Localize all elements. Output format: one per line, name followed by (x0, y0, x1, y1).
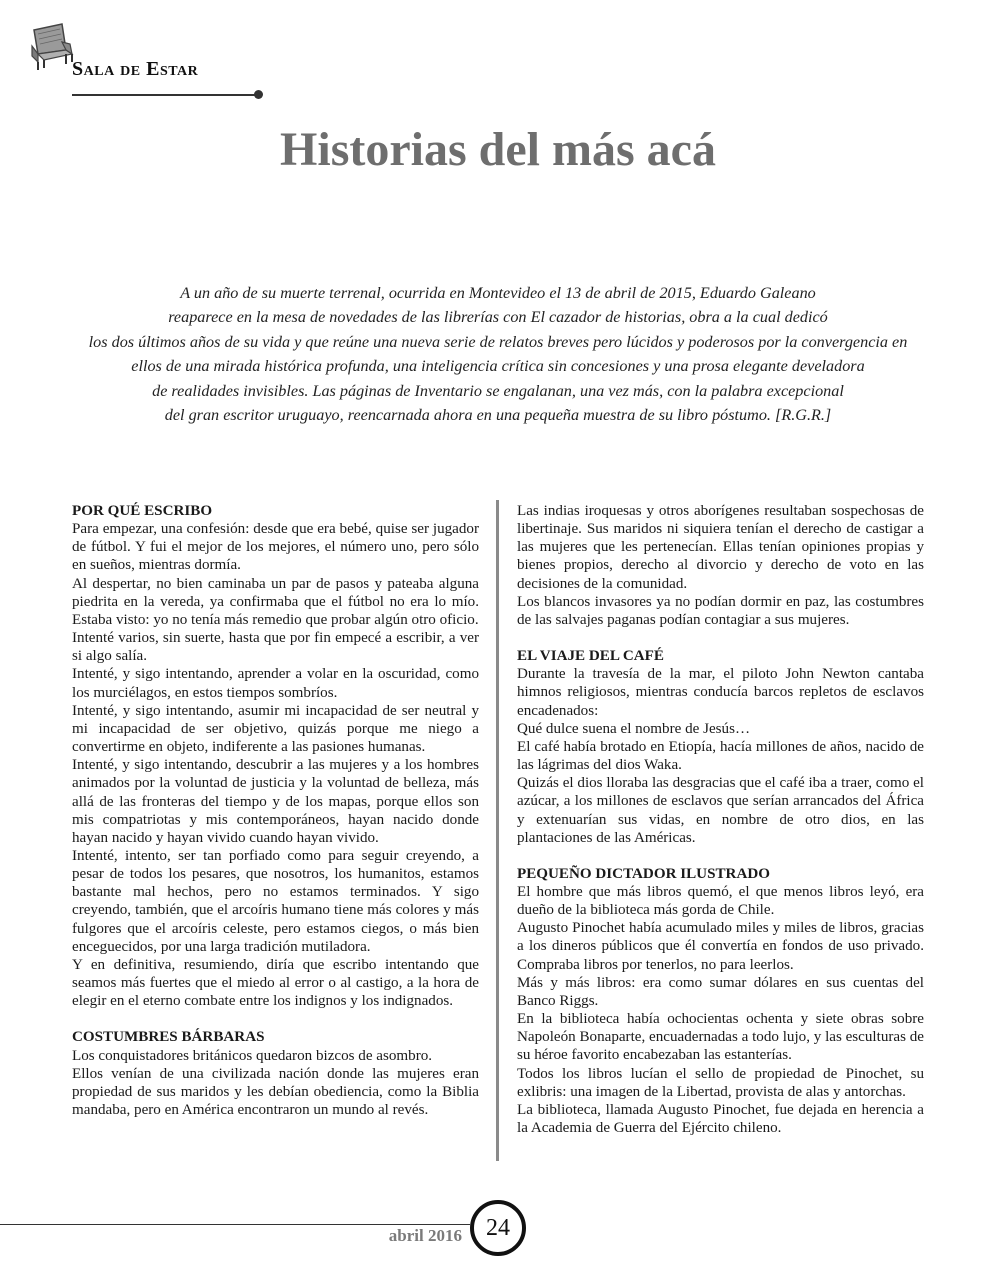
section-name: Sala de Estar (72, 58, 199, 80)
footer-date: abril 2016 (388, 1226, 462, 1245)
lead-line: del gran escritor uruguayo, reencarnada ahora en una pequeña muestra de su libro póstumo. [R.G.R.] (164, 406, 832, 425)
paragraph: Para empezar, una confesión: desde que era bebé, quise ser jugador de fútbol. Y fui el mejor de los mejores, el número uno, pero sólo en sueños, mientras dormía. (72, 521, 479, 574)
paragraph: Todos los libros lucían el sello de propiedad de Pinochet, su exlibris: una imagen de la Libertad, provista de alas y antorchas. (517, 1065, 924, 1100)
paragraph: Qué dulce suena el nombre de Jesús… (517, 720, 751, 737)
armchair-icon (24, 20, 76, 72)
left-column (72, 502, 479, 1119)
lead-line: reaparece en la mesa de novedades de las librerías con El cazador de historias, obra a la cual dedicó (168, 308, 828, 327)
paragraph: Intenté, y sigo intentando, aprender a volar en la oscuridad, como los murciélagos, en estos tiempos sombríos. (72, 666, 479, 701)
section-title-el-viaje-del-cafe: EL VIAJE DEL CAFÉ (517, 648, 664, 665)
paragraph: Intenté, y sigo intentando, descubrir a las mujeres y a los hombres animados por la voluntad de justicia y la voluntad de belleza, más allá de las fronteras del tiempo y de los mapas, porque ellos son mis compatriotas y mis contemporáneos, hayan nacido donde hayan nacido y hayan vivido cuando hayan vivido. (72, 757, 479, 846)
paragraph: Intenté, intento, ser tan porfiado como para seguir creyendo, a pesar de todos los pesares, que nosotros, los humanitos, estamos bastante mal hechos, pero no estamos terminados. Y sigo creyendo, también, que el arcoíris humano tiene más colores y más fulgores que el arcoíris celeste, pero estamos ciegos, o más bien enceguecidos, por una larga tradición mutiladora. (72, 847, 479, 955)
paragraph: Durante la travesía de la mar, el piloto John Newton cantaba himnos religiosos, mientras conducía barcos repletos de esclavos encadenados: (517, 666, 924, 719)
paragraph: Los conquistadores británicos quedaron bizcos de asombro. (72, 1047, 433, 1064)
article-title: Historias del más acá (280, 123, 716, 176)
paragraph: Quizás el dios lloraba las desgracias que el café iba a traer, como el azúcar, a los millones de esclavos que serían arrancados del África y extenuarían sus vidas, en nombre de otro dios, en las plantaciones de las Américas. (517, 775, 924, 846)
paragraph: El café había brotado en Etiopía, hacía millones de años, nacido de las lágrimas del dios Waka. (517, 738, 924, 774)
section-rule (72, 94, 257, 96)
paragraph: Ellos venían de una civilizada nación donde las mujeres eran propiedad de sus maridos y les debían obediencia, como la Biblia mandaba, pero en América encontraron un mundo al revés. (72, 1065, 479, 1118)
paragraph: Las indias iroquesas y otros aborígenes resultaban sospechosas de libertinaje. Sus maridos ni siquiera tenían el derecho de castigar a las mujeres que les pertenecían. Ellas tenían opiniones propias y bienes propios, derecho al divorcio y derecho de voto en las decisiones de la comunidad. (517, 503, 924, 592)
paragraph: Augusto Pinochet había acumulado miles y miles de libros, gracias a los dineros públicos que él convertía en fondos de uso privado. Compraba libros por tenerlos, no para leerlos. (517, 920, 924, 973)
paragraph: Intenté, y sigo intentando, asumir mi incapacidad de ser neutral y mi incapacidad de ser objetivo, quizás porque me niego a convertirme en objeto, indiferente a las pasiones humanas. (72, 702, 479, 756)
section-rule-dot (254, 90, 263, 99)
section-title-pequeno-dictador: PEQUEÑO DICTADOR ILUSTRADO (517, 865, 770, 882)
lead-line: A un año de su muerte terrenal, ocurrida en Montevideo el 13 de abril de 2015, Eduardo Galeano (180, 284, 816, 302)
paragraph: Los blancos invasores ya no podían dormir en paz, las costumbres de las salvajes paganas podían contagiar a sus mujeres. (517, 593, 924, 628)
right-column (517, 502, 924, 1137)
paragraph: Intenté varios, sin suerte, hasta que por fin empecé a escribir, a ver si algo salía. (72, 630, 479, 665)
paragraph: La biblioteca, llamada Augusto Pinochet, fue dejada en herencia a la Academia de Guerra del Ejército chileno. (517, 1101, 924, 1136)
column-divider (496, 500, 499, 1161)
lead-line: de realidades invisibles. Las páginas de Inventario se engalanan, una vez más, con la palabra excepcional (152, 381, 844, 400)
paragraph: Al despertar, no bien caminaba un par de pasos y pateaba alguna piedrita en la vereda, ya confirmaba que el fútbol no era lo mío. Estaba visto: yo no tenía más remedio que probar algún otro oficio. (72, 575, 479, 628)
lead-line: los dos últimos años de su vida y que reúne una nueva serie de relatos breves pero lúcidos y poderosos por la convergencia en (88, 332, 908, 351)
section-title-costumbres-barbaras: COSTUMBRES BÁRBARAS (72, 1029, 265, 1046)
page-number: 24 (470, 1200, 526, 1256)
paragraph: En la biblioteca había ochocientas ochenta y siete obras sobre Napoleón Bonaparte, encuadernadas a todo lujo, y las esculturas de su héroe favorito encabezaban las estanterías. (517, 1011, 924, 1064)
lead-line: ellos de una mirada histórica profunda, una inteligencia crítica sin concesiones y una prosa elegante develadora (131, 357, 865, 376)
footer-rule (0, 1224, 470, 1225)
section-title-por-que-escribo: POR QUÉ ESCRIBO (72, 503, 213, 519)
article-lead (70, 281, 926, 427)
paragraph: Y en definitiva, resumiendo, diría que escribo intentando que seamos más fuertes que el miedo al error o al castigo, a la hora de elegir en el eterno combate entre los indignos y los indignados. (72, 956, 479, 1010)
paragraph: Más y más libros: era como sumar dólares en sus cuentas del Banco Riggs. (517, 974, 924, 1009)
paragraph: El hombre que más libros quemó, el que menos libros leyó, era dueño de la biblioteca más gorda de Chile. (517, 883, 924, 919)
